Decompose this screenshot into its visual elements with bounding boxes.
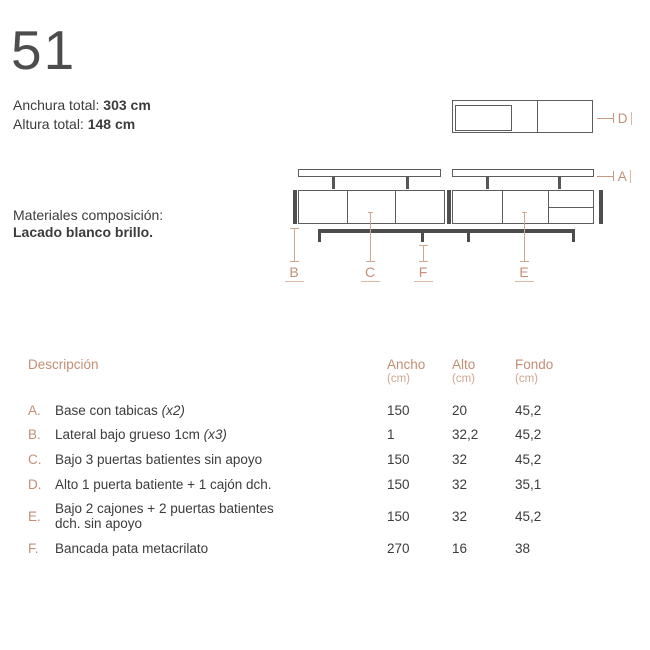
row-letter: E. xyxy=(28,508,41,524)
col-header-alto: Alto (cm) xyxy=(452,357,515,385)
row-letter: B. xyxy=(28,427,41,443)
row-description: Bajo 2 cajones + 2 puertas batientes dch. sin apoyo xyxy=(55,501,274,532)
shelf-leg xyxy=(486,177,489,189)
row-description: Alto 1 puerta batiente + 1 cajón dch. xyxy=(55,476,272,492)
callout-tick-icon xyxy=(290,261,299,262)
total-width-value: 303 cm xyxy=(103,97,151,113)
callout-tick-icon xyxy=(520,261,529,262)
callout-tick-icon xyxy=(419,261,428,262)
row-alto: 16 xyxy=(452,540,468,556)
row-alto: 32 xyxy=(452,451,468,467)
row-letter: A. xyxy=(28,402,41,418)
materials-title: Materiales composición: xyxy=(13,207,164,223)
unit-d-drawer xyxy=(455,105,512,131)
col-header-fondo: Fondo (cm) xyxy=(515,357,630,385)
unit-label: (cm) xyxy=(515,373,538,385)
callout-tick-icon xyxy=(366,261,375,262)
door-divider xyxy=(347,191,348,223)
table-row xyxy=(28,472,630,497)
table-row xyxy=(28,496,630,536)
shelf-a-left-drawing xyxy=(298,169,441,177)
dim-label-a xyxy=(597,168,631,184)
label-underline-icon xyxy=(285,281,304,282)
callout-line-icon xyxy=(423,245,424,261)
bench-leg xyxy=(467,232,470,242)
row-alto: 32,2 xyxy=(452,427,479,443)
total-height-value: 148 cm xyxy=(87,116,136,132)
dim-line-icon xyxy=(597,176,613,177)
row-alto: 32 xyxy=(452,508,468,524)
dim-pipe-icon xyxy=(630,170,631,183)
col-header-descripcion: Descripción xyxy=(28,357,99,372)
parts-table xyxy=(28,357,630,561)
dim-pipe-icon xyxy=(631,112,632,125)
row-description: Bancada pata metacrilato xyxy=(55,540,209,556)
bench-leg xyxy=(421,232,424,242)
panel-b-drawing xyxy=(293,190,297,224)
callout-line-icon xyxy=(370,212,371,261)
row-letter: F. xyxy=(28,540,39,556)
total-height-label: Altura total: xyxy=(13,116,88,132)
shelf-leg xyxy=(558,177,561,189)
row-letter: D. xyxy=(28,476,42,492)
row-fondo: 45,2 xyxy=(515,451,542,467)
panel-b-drawing xyxy=(447,190,451,224)
row-description: Lateral bajo grueso 1cm (x3) xyxy=(55,427,227,443)
col-header-ancho: Ancho (cm) xyxy=(387,357,452,385)
materials-value: Lacado blanco brillo. xyxy=(13,223,154,240)
unit-label: (cm) xyxy=(387,373,410,385)
row-description: Bajo 3 puertas batientes sin apoyo xyxy=(55,451,263,467)
row-fondo: 45,2 xyxy=(515,427,542,443)
total-width-label: Anchura total: xyxy=(13,97,104,113)
table-row xyxy=(28,447,630,472)
row-note: (x3) xyxy=(203,427,227,443)
row-ancho: 150 xyxy=(387,451,410,467)
row-alto: 20 xyxy=(452,402,468,418)
table-row xyxy=(28,423,630,448)
unit-c-drawing xyxy=(298,190,445,224)
unit-d-drawing xyxy=(452,100,593,133)
row-fondo: 35,1 xyxy=(515,476,542,492)
door-divider xyxy=(502,191,503,223)
label-underline-icon xyxy=(361,281,380,282)
row-fondo: 45,2 xyxy=(515,402,542,418)
callout-line-icon xyxy=(294,228,295,261)
shelf-leg xyxy=(406,177,409,189)
row-ancho: 150 xyxy=(387,476,410,492)
bench-leg xyxy=(318,232,321,242)
row-description: Base con tabicas (x2) xyxy=(55,402,185,418)
row-fondo: 38 xyxy=(515,540,531,556)
callout-line-icon xyxy=(524,212,525,261)
row-ancho: 150 xyxy=(387,508,410,524)
page-title: 51 xyxy=(11,19,77,81)
shelf-leg xyxy=(332,177,335,189)
table-row xyxy=(28,398,630,423)
label-c: C xyxy=(364,264,376,280)
bench-leg xyxy=(572,232,575,242)
label-underline-icon xyxy=(414,281,433,282)
label-d: D xyxy=(617,110,628,126)
row-note: (x2) xyxy=(161,402,185,418)
row-ancho: 270 xyxy=(387,540,410,556)
label-b: B xyxy=(289,264,299,280)
label-underline-icon xyxy=(515,281,534,282)
label-f: F xyxy=(418,264,428,280)
door-divider xyxy=(395,191,396,223)
label-a: A xyxy=(617,168,627,184)
row-fondo: 45,2 xyxy=(515,508,542,524)
panel-b-drawing xyxy=(599,190,603,224)
shelf-a-right-drawing xyxy=(452,169,594,177)
row-ancho: 150 xyxy=(387,402,410,418)
table-row xyxy=(28,536,630,561)
label-e: E xyxy=(519,264,529,280)
drawer-split-line xyxy=(548,207,593,208)
bench-f-drawing xyxy=(318,229,575,233)
unit-label: (cm) xyxy=(452,373,475,385)
row-alto: 32 xyxy=(452,476,468,492)
row-letter: C. xyxy=(28,451,42,467)
row-ancho: 1 xyxy=(387,427,395,443)
dim-label-d xyxy=(597,110,632,126)
dim-line-icon xyxy=(597,118,613,119)
table-header xyxy=(28,357,630,385)
unit-d-divider xyxy=(537,101,538,132)
